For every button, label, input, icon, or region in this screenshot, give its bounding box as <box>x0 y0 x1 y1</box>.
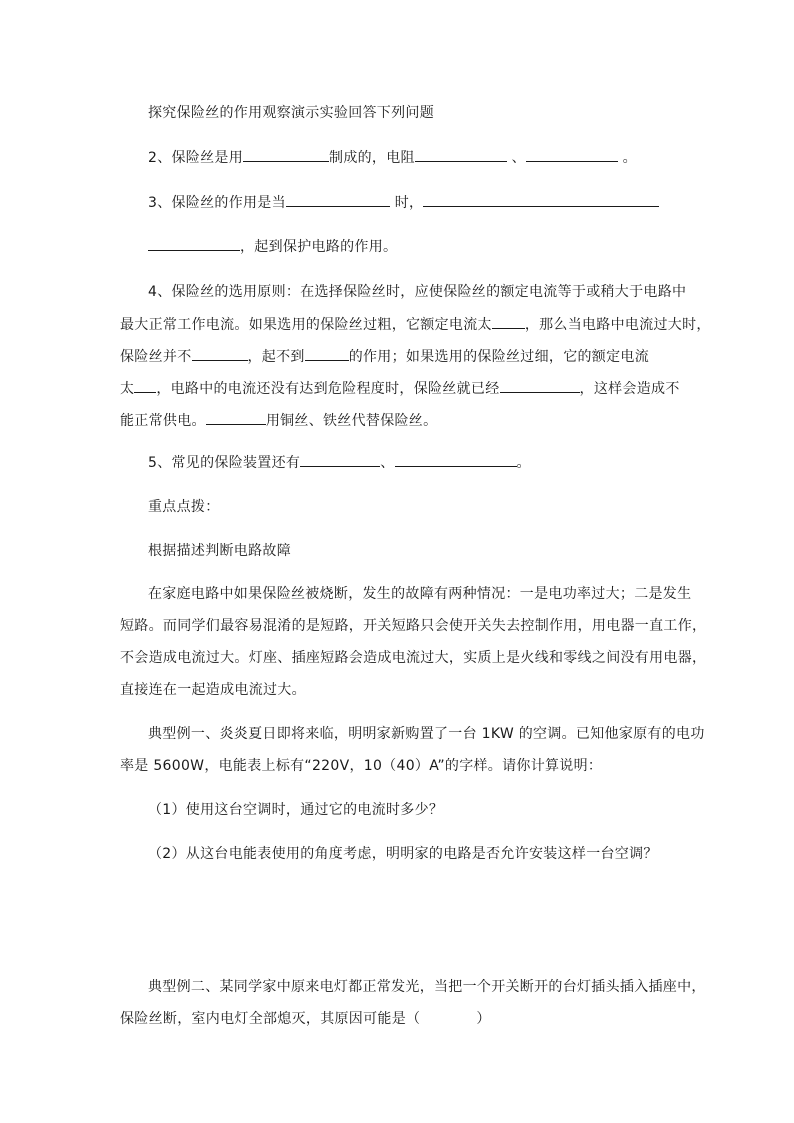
q2-mid: 制成的，电阻 <box>329 150 415 166</box>
q2-end: 。 <box>622 150 637 166</box>
q3-mid: 时， <box>394 195 424 211</box>
q4-l3a: 保险丝并不 <box>120 349 192 365</box>
q3-line2-end: ，起到保护电路的作用。 <box>240 239 398 255</box>
question-4-line-5 <box>120 410 437 431</box>
q4-blank-3[interactable] <box>305 346 349 361</box>
question-4-line-1: 4、保险丝的选用原则：在选择保险丝时，应使保险丝的额定电流等于或稍大于电路中 <box>148 284 687 300</box>
q4-l2b: ，那么当电路中电流过大时， <box>524 317 711 333</box>
q3-prefix: 3、保险丝的作用是当 <box>148 195 286 211</box>
q5-prefix: 5、常见的保险装置还有 <box>148 455 301 471</box>
q2-sep: 、 <box>511 150 526 166</box>
q4-blank-4[interactable] <box>134 378 156 393</box>
q2-blank-material[interactable] <box>243 147 329 162</box>
q4-l4b: ，电路中的电流还没有达到危险程度时，保险丝就已经 <box>156 381 500 397</box>
example-1-line-1: 典型例一、炎炎夏日即将来临，明明家新购置了一台 1KW 的空调。已知他家原有的电功 <box>148 726 705 742</box>
q4-l3c: 的作用；如果选用的保险丝过细，它的额定电流 <box>348 349 650 365</box>
q4-l4a: 太 <box>120 381 135 397</box>
paragraph-line-3: 不会造成电流过大。灯座、插座短路会造成电流过大，实质上是火线和零线之间没有用电器， <box>120 650 707 666</box>
key-points-heading: 重点点拨： <box>148 499 220 515</box>
q4-l4c: ，这样会造成不 <box>579 381 680 397</box>
paragraph-line-4: 直接连在一起造成电流过大。 <box>120 682 306 698</box>
question-3-line-1 <box>148 192 659 213</box>
q3-blank-condition[interactable] <box>286 192 390 207</box>
q2-prefix: 2、保险丝是用 <box>148 150 244 166</box>
example-2-line-2 <box>120 1009 491 1029</box>
paragraph-line-2: 短路。而同学们最容易混淆的是短路，开关短路只会使开关失去控制作用，用电器一直工作， <box>120 618 707 634</box>
q5-sep: 、 <box>380 455 395 471</box>
q2-blank-resistance-2[interactable] <box>526 147 618 162</box>
q4-l3b: ，起不到 <box>247 349 305 365</box>
paragraph-line-1: 在家庭电路中如果保险丝被烧断，发生的故障有两种情况：一是电功率过大；二是发生 <box>148 586 692 602</box>
q5-blank-2[interactable] <box>395 452 517 467</box>
q4-blank-5[interactable] <box>500 378 580 393</box>
q2-blank-resistance-1[interactable] <box>415 147 507 162</box>
q4-l5b: 用铜丝、铁丝代替保险丝。 <box>265 413 438 429</box>
question-5 <box>148 452 531 473</box>
q4-l5a: 能正常供电。 <box>120 413 206 429</box>
q5-end: 。 <box>516 455 531 471</box>
q5-blank-1[interactable] <box>300 452 380 467</box>
example-2-line-2-text: 保险丝断，室内电灯全部熄灭，其原因可能是（ <box>120 1011 421 1027</box>
subtitle: 根据描述判断电路故障 <box>148 543 291 559</box>
q4-blank-6[interactable] <box>206 410 266 425</box>
question-4-line-2 <box>120 314 711 335</box>
example-2-line-1: 典型例二、某同学家中原来电灯都正常发光，当把一个开关断开的台灯插头插入插座中， <box>148 979 706 995</box>
section-title: 探究保险丝的作用观察演示实验回答下列问题 <box>148 105 434 121</box>
q4-l2a: 最大正常工作电流。如果选用的保险丝过粗，它额定电流太 <box>120 317 492 333</box>
q4-blank-2[interactable] <box>192 346 248 361</box>
question-2 <box>148 147 637 168</box>
q3-blank-result[interactable] <box>423 192 659 207</box>
question-4-line-3 <box>120 346 649 367</box>
example-1-line-2: 率是 5600W，电能表上标有“220V，10（40）A”的字样。请你计算说明： <box>120 758 603 774</box>
question-4-line-4 <box>120 378 680 399</box>
q4-blank-1[interactable] <box>492 314 525 329</box>
example-1-question-1: （1）使用这台空调时，通过它的电流时多少？ <box>148 802 444 818</box>
question-3-line-2 <box>148 236 397 257</box>
example-1-question-2: （2）从这台电能表使用的角度考虑，明明家的电路是否允许安装这样一台空调？ <box>148 846 658 862</box>
q3-blank-continued[interactable] <box>148 236 240 251</box>
example-2-line-2-end: ） <box>476 1011 491 1027</box>
